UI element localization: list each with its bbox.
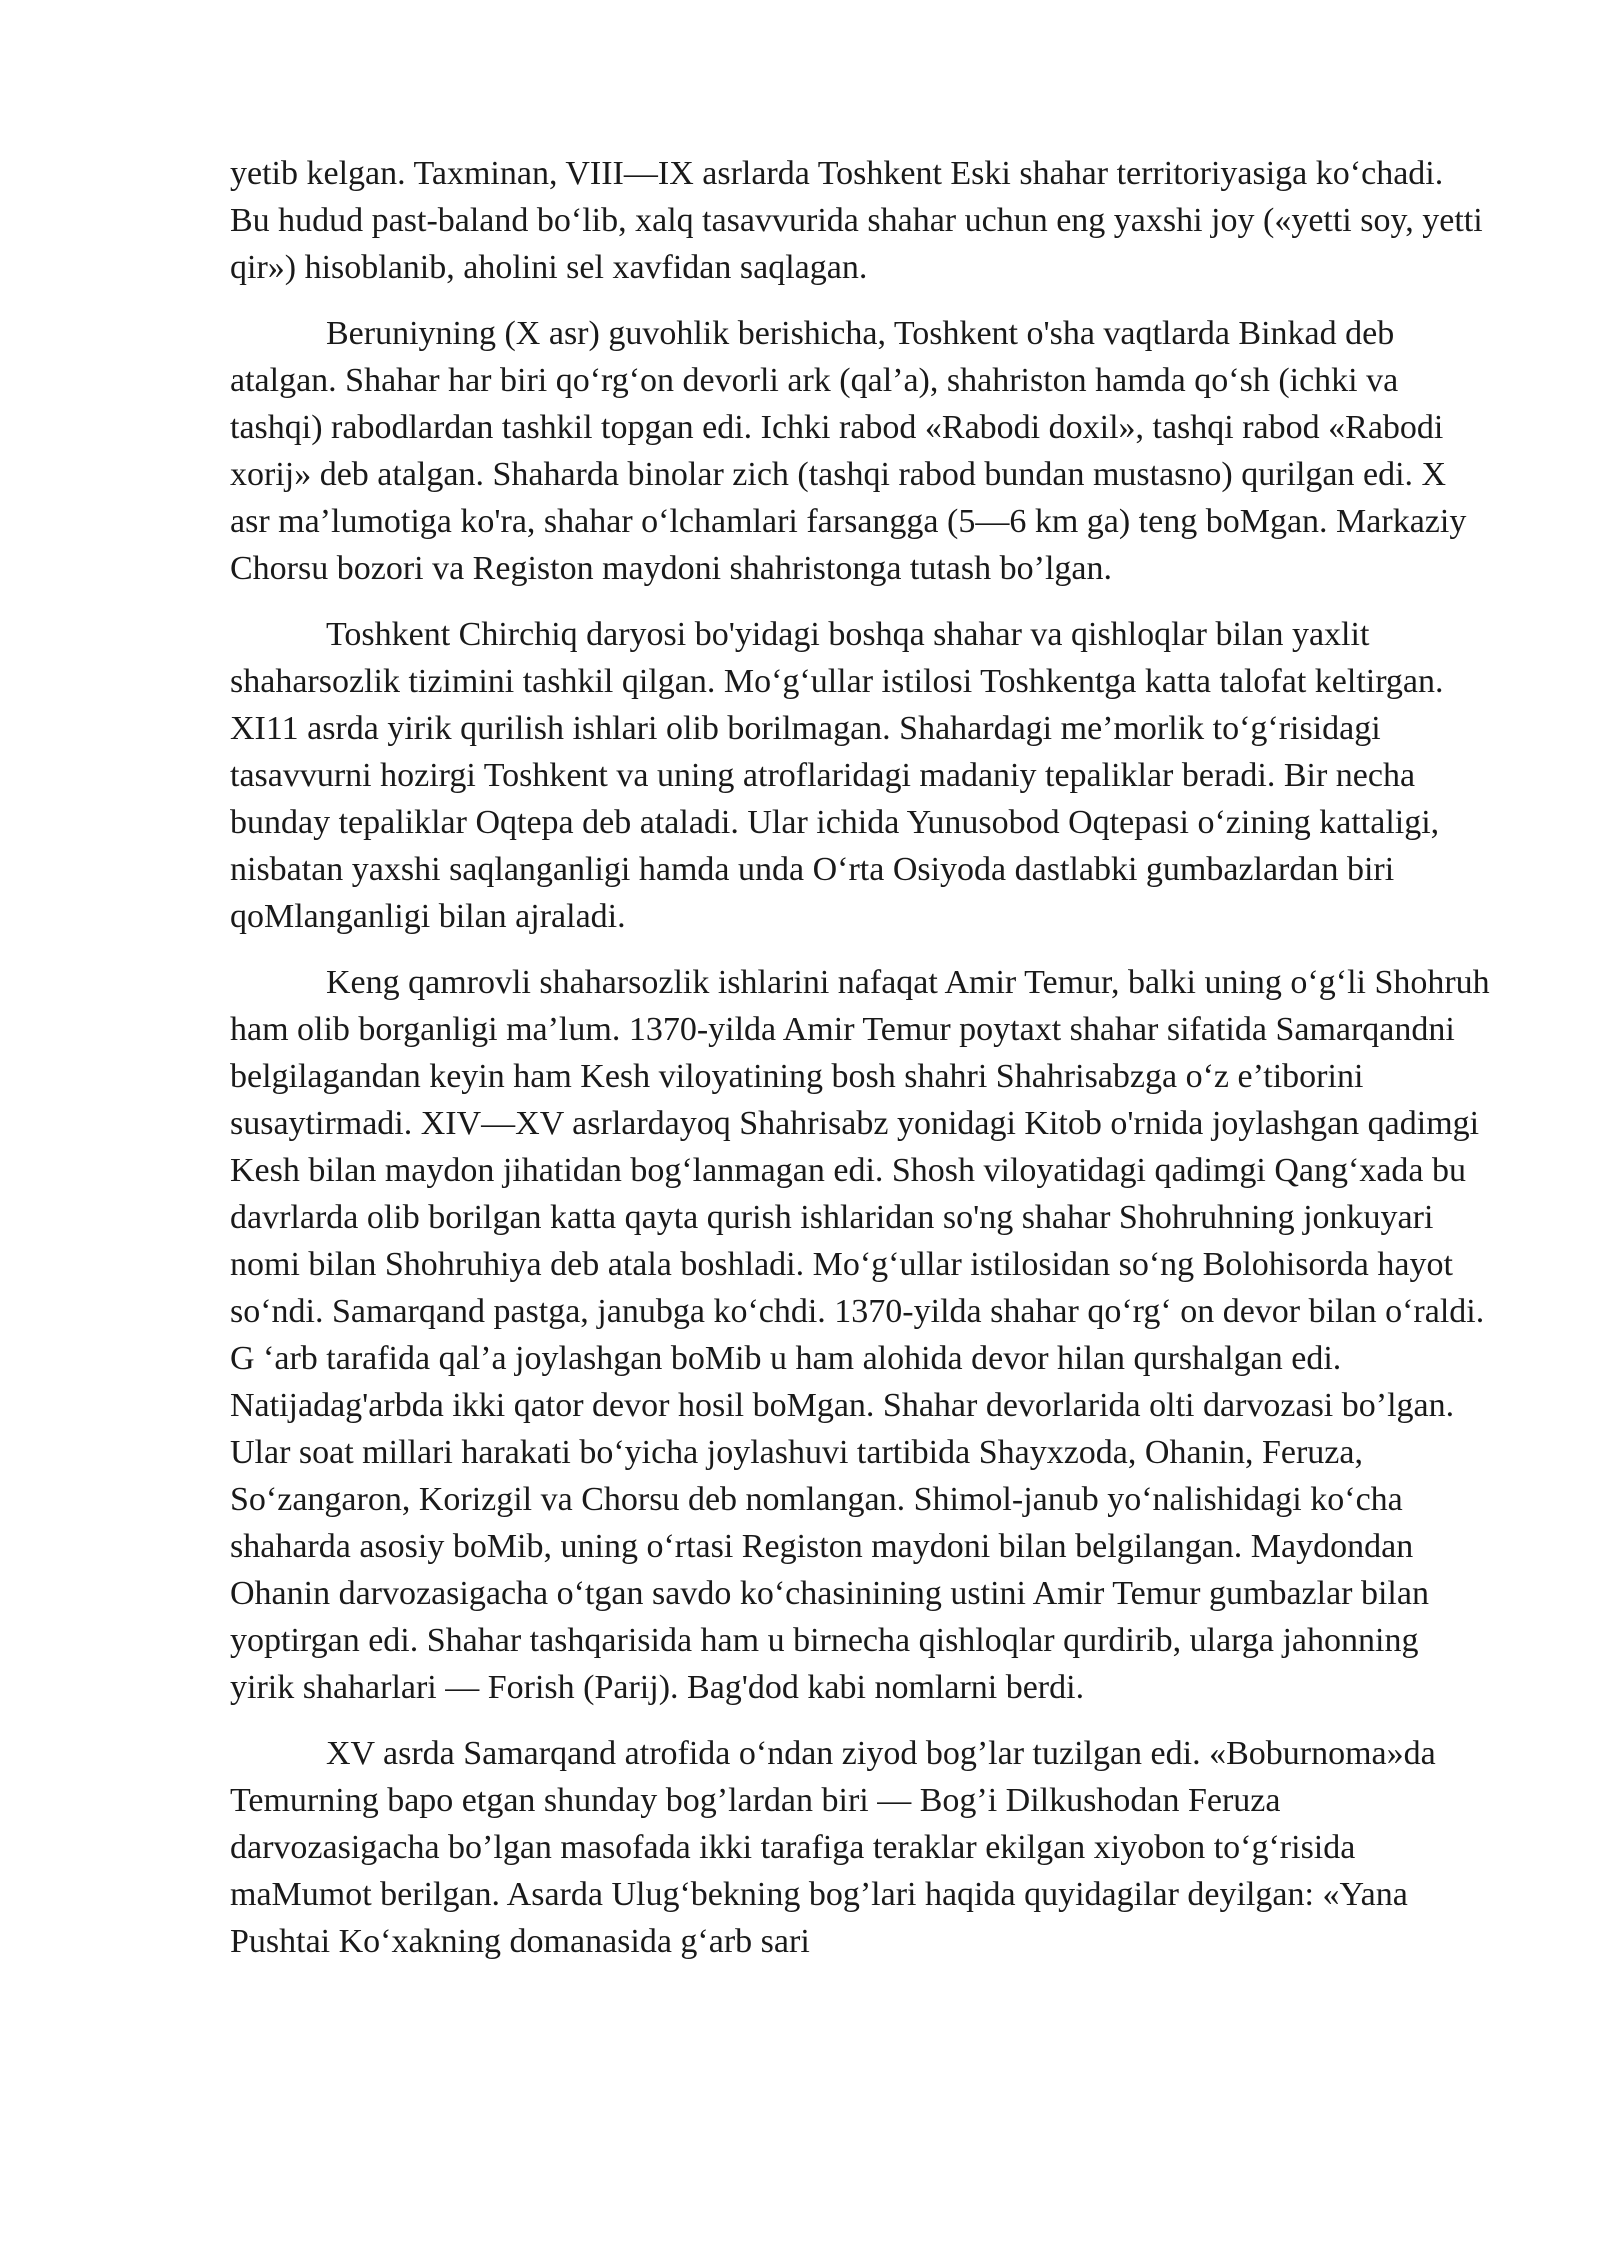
- paragraph-1: yetib kelgan. Taxminan, VIII—IX asrlarda Toshkent Eski shahar territoriyasiga ko‘chadi. Bu hudud past-baland bo‘lib, xalq tasavvurida shahar uchun eng yaxshi joy («yetti soy, yetti qir») hisoblanib, aholini sel xavfidan saqlagan.: [230, 155, 1483, 286]
- paragraph-5: XV asrda Samarqand atrofida o‘ndan ziyod bog’lar tuzilgan edi. «Boburnoma»da Temurning bapo etgan shunday bog’lardan biri — Bog’i Dilkushodan Feruza darvozasigacha bo’lgan masofada ikki tarafiga teraklar ekilgan xiyobon to‘g‘risida maMumot berilgan. Asarda Ulug‘bekning bog’lari haqida quyidagilar deyilgan: «Yana Pushtai Ko‘xakning domanasida g‘arb sari: [230, 1735, 1436, 1960]
- paragraph-3: Toshkent Chirchiq daryosi bo'yidagi boshqa shahar va qishloqlar bilan yaxlit shaharsozlik tizimini tashkil qilgan. Mo‘g‘ullar istilosi Toshkentga katta talofat keltirgan. XI11 asrda yirik qurilish ishlari olib borilmagan. Shahardagi me’morlik to‘g‘risidagi tasavvurni hozirgi Toshkent va uning atroflaridagi madaniy tepaliklar beradi. Bir necha bunday tepaliklar Oqtepa deb ataladi. Ular ichida Yunusobod Oqtepasi o‘zining kattaligi, nisbatan yaxshi saqlanganligi hamda unda O‘rta Osiyoda dastlabki gumbazlardan biri qoMlanganligi bilan ajraladi.: [230, 616, 1444, 935]
- document-page: [230, 150, 1490, 1984]
- paragraph-2: Beruniyning (X asr) guvohlik berishicha, Toshkent o'sha vaqtlarda Binkad deb atalgan. Shahar har biri qo‘rg‘on devorli ark (qal’a), shahriston hamda qo‘sh (ichki va tashqi) rabodlardan tashkil topgan edi. Ichki rabod «Rabodi doxil», tashqi rabod «Rabodi xorij» deb atalgan. Shaharda binolar zich (tashqi rabod bundan mustasno) qurilgan edi. X asr ma’lumotiga ko'ra, shahar o‘lchamlari farsangga (5—6 km ga) teng boMgan. Markaziy Chorsu bozori va Registon maydoni shahristonga tutash bo’lgan.: [230, 315, 1467, 587]
- paragraph-4: Keng qamrovli shaharsozlik ishlarini nafaqat Amir Temur, balki uning o‘g‘li Shohruh ham olib borganligi ma’lum. 1370-yilda Amir Temur poytaxt shahar sifatida Samarqandni belgilagandan keyin ham Kesh viloyatining bosh shahri Shahrisabzga o‘z e’tiborini susaytirmadi. XIV—XV asrlardayoq Shahrisabz yonidagi Kitob o'rnida joylashgan qadimgi Kesh bilan maydon jihatidan bog‘lanmagan edi. Shosh viloyatidagi qadimgi Qang‘xada bu davrlarda olib borilgan katta qayta qurish ishlaridan so'ng shahar Shohruhning jonkuyari nomi bilan Shohruhiya deb atala boshladi. Mo‘g‘ullar istilosidan so‘ng Bolohisorda hayot so‘ndi. Samarqand pastga, janubga ko‘chdi. 1370-yilda shahar qo‘rg‘ on devor bilan o‘raldi. G ‘arb tarafida qal’a joylashgan boMib u ham alohida devor hilan qurshalgan edi. Natijadag'arbda ikki qator devor hosil boMgan. Shahar devorlarida olti darvozasi bo’lgan. Ular soat millari harakati bo‘yicha joylashuvi tartibida Shayxzoda, Ohanin, Feruza, So‘zangaron, Korizgil va Chorsu deb nomlangan. Shimol-janub yo‘nalishidagi ko‘cha shaharda asosiy boMib, uning o‘rtasi Registon maydoni bilan belgilangan. Maydondan Ohanin darvozasigacha o‘tgan savdo ko‘chasinining ustini Amir Temur gumbazlar bilan yoptirgan edi. Shahar tashqarisida ham u birnecha qishloqlar qurdirib, ularga jahonning yirik shaharlari — Forish (Parij). Bag'dod kabi nomlarni berdi.: [230, 964, 1490, 1706]
